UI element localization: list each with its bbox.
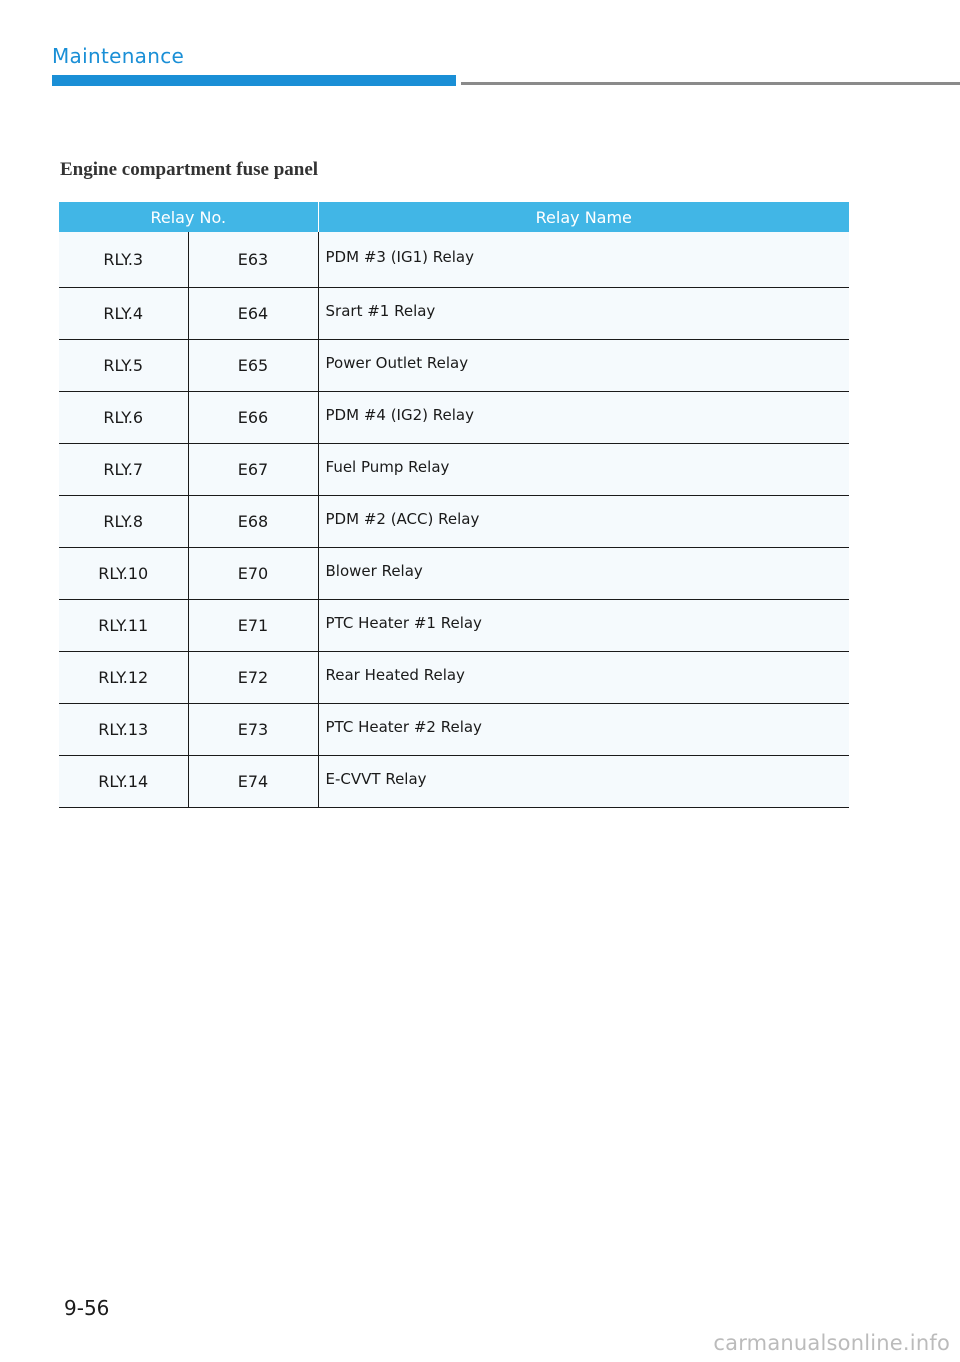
cell-relay-code: E67 — [188, 444, 318, 496]
relay-name-text: Power Outlet Relay — [325, 353, 469, 372]
column-header-relay-no: Relay No. — [59, 202, 318, 232]
relay-name-text: PTC Heater #2 Relay — [325, 717, 482, 736]
relay-name-text: PTC Heater #1 Relay — [325, 613, 482, 632]
table-row — [59, 232, 849, 288]
header-section-title: Maintenance — [52, 44, 185, 68]
table-row — [59, 704, 849, 756]
cell-relay-number: RLY.7 — [59, 444, 188, 496]
cell-relay-name — [318, 756, 849, 808]
relay-name-text: Fuel Pump Relay — [325, 457, 450, 476]
cell-relay-name — [318, 288, 849, 340]
relay-name-text: Rear Heated Relay — [325, 665, 465, 684]
page-number: 9-56 — [64, 1296, 110, 1320]
cell-relay-name — [318, 600, 849, 652]
table-row — [59, 548, 849, 600]
cell-relay-name — [318, 704, 849, 756]
column-header-relay-name: Relay Name — [318, 202, 849, 232]
cell-relay-code: E68 — [188, 496, 318, 548]
table-row — [59, 444, 849, 496]
cell-relay-code: E71 — [188, 600, 318, 652]
cell-relay-name — [318, 548, 849, 600]
table-body — [59, 232, 849, 808]
cell-relay-code: E64 — [188, 288, 318, 340]
cell-relay-name — [318, 232, 849, 288]
cell-relay-number: RLY.5 — [59, 340, 188, 392]
cell-relay-code: E74 — [188, 756, 318, 808]
cell-relay-name — [318, 496, 849, 548]
cell-relay-number: RLY.3 — [59, 232, 188, 288]
cell-relay-number: RLY.10 — [59, 548, 188, 600]
cell-relay-number: RLY.11 — [59, 600, 188, 652]
header-rule — [461, 82, 960, 85]
cell-relay-name — [318, 340, 849, 392]
cell-relay-name — [318, 392, 849, 444]
cell-relay-number: RLY.4 — [59, 288, 188, 340]
table-row — [59, 496, 849, 548]
relay-name-text: Blower Relay — [325, 561, 423, 580]
cell-relay-number: RLY.13 — [59, 704, 188, 756]
cell-relay-code: E73 — [188, 704, 318, 756]
relay-name-text: Srart #1 Relay — [325, 301, 436, 320]
cell-relay-name — [318, 652, 849, 704]
table-row — [59, 756, 849, 808]
cell-relay-code: E65 — [188, 340, 318, 392]
cell-relay-number: RLY.8 — [59, 496, 188, 548]
relay-name-text: E-CVVT Relay — [325, 769, 427, 788]
cell-relay-number: RLY.14 — [59, 756, 188, 808]
header-accent-bar — [52, 75, 456, 86]
table-row — [59, 288, 849, 340]
relay-name-text: PDM #3 (IG1) Relay — [325, 247, 474, 266]
cell-relay-code: E70 — [188, 548, 318, 600]
cell-relay-code: E63 — [188, 232, 318, 288]
table-row — [59, 652, 849, 704]
table-header-row — [59, 202, 849, 232]
cell-relay-name — [318, 444, 849, 496]
table-row — [59, 600, 849, 652]
relay-name-text: PDM #4 (IG2) Relay — [325, 405, 474, 424]
table-row — [59, 340, 849, 392]
cell-relay-number: RLY.12 — [59, 652, 188, 704]
cell-relay-number: RLY.6 — [59, 392, 188, 444]
section-title: Engine compartment fuse panel — [60, 159, 319, 180]
watermark-text: carmanualsonline.info — [713, 1331, 950, 1355]
relay-table — [59, 202, 849, 808]
cell-relay-code: E66 — [188, 392, 318, 444]
cell-relay-code: E72 — [188, 652, 318, 704]
table-row — [59, 392, 849, 444]
relay-name-text: PDM #2 (ACC) Relay — [325, 509, 480, 528]
